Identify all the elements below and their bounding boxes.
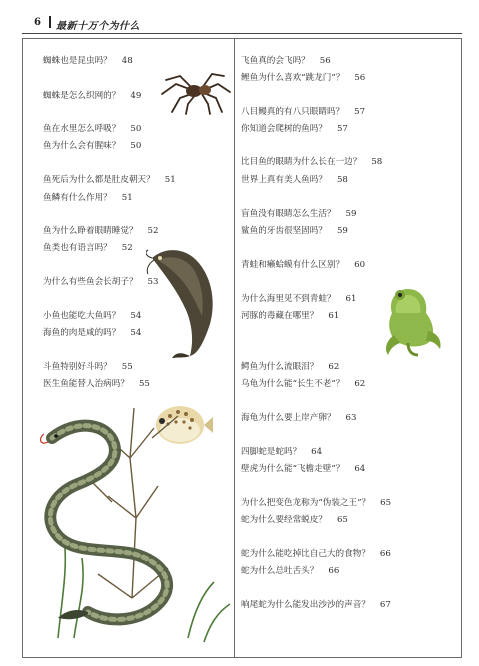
entry-title: 鱼类也有语言吗？ [43, 243, 112, 253]
entry-title: 飞鱼真的会飞吗？ [241, 56, 310, 66]
toc-entry[interactable] [43, 328, 141, 339]
entry-title: 河豚的毒藏在哪里？ [241, 311, 319, 321]
entry-title: 蛇为什么要经常蜕皮？ [241, 515, 327, 525]
entry-page: 61 [345, 294, 357, 304]
entry-page: 61 [328, 311, 340, 321]
entry-title: 为什么海里见不到青蛙？ [241, 294, 336, 304]
book-title: 最新十万个为什么 [56, 21, 140, 32]
toc-entry[interactable] [241, 447, 322, 458]
entry-page: 67 [379, 600, 391, 610]
toc-entry[interactable] [43, 175, 176, 186]
entry-title: 鱼鳞有什么作用？ [43, 193, 112, 203]
toc-entry[interactable] [43, 193, 133, 204]
entry-title: 青蛙和癞蛤蟆有什么区别？ [241, 260, 345, 270]
spider-illustration [158, 66, 234, 116]
entry-page: 54 [130, 328, 142, 338]
toc-entry[interactable] [241, 124, 348, 135]
toc-entry[interactable] [43, 141, 141, 152]
toc-entry[interactable] [241, 498, 391, 509]
entry-title: 蜘蛛是怎么织网的？ [43, 91, 121, 101]
toc-entry[interactable] [241, 175, 348, 186]
toc-entry[interactable] [43, 243, 133, 254]
toc-entry[interactable] [43, 362, 133, 373]
entry-page: 53 [147, 277, 159, 287]
entry-page: 66 [379, 549, 391, 559]
snake-illustration [38, 398, 234, 646]
entry-page: 59 [345, 209, 357, 219]
toc-entry[interactable] [43, 91, 141, 102]
entry-page: 58 [371, 157, 383, 167]
entry-title: 八目鳗真的有八只眼睛吗？ [241, 107, 345, 117]
entry-title: 四脚蛇是蛇吗？ [241, 447, 302, 457]
entry-title: 海龟为什么要上岸产卵？ [241, 413, 336, 423]
entry-title: 海鱼的肉是咸的吗？ [43, 328, 121, 338]
entry-title: 比目鱼的眼睛为什么长在一边？ [241, 157, 362, 167]
entry-page: 57 [336, 124, 348, 134]
entry-page: 50 [130, 124, 142, 134]
entry-page: 48 [121, 56, 133, 66]
entry-page: 65 [336, 515, 348, 525]
entry-title: 鲤鱼为什么喜欢“跳龙门”？ [241, 73, 345, 83]
frog-illustration [378, 283, 446, 357]
toc-entry[interactable] [241, 226, 348, 237]
toc-entry[interactable] [241, 549, 391, 560]
entry-page: 49 [130, 91, 142, 101]
toc-entry[interactable] [43, 56, 133, 67]
toc-entry[interactable] [241, 73, 365, 84]
entry-page: 51 [164, 175, 176, 185]
entry-page: 64 [311, 447, 323, 457]
toc-entry[interactable] [241, 566, 339, 577]
entry-title: 蛇为什么能吃掉比自己大的食物？ [241, 549, 370, 559]
page-number: 6 [34, 17, 41, 28]
entry-title: 乌龟为什么能“长生不老”？ [241, 379, 345, 389]
entry-page: 63 [345, 413, 357, 423]
toc-entry[interactable] [241, 362, 339, 373]
entry-page: 50 [130, 141, 142, 151]
toc-entry[interactable] [43, 379, 150, 390]
entry-title: 鲨鱼的牙齿很坚固吗？ [241, 226, 327, 236]
entry-title: 盲鱼没有眼睛怎么生活？ [241, 209, 336, 219]
toc-entry[interactable] [241, 294, 356, 305]
header-separator [49, 16, 51, 28]
entry-page: 66 [328, 566, 340, 576]
entry-title: 鱼为什么睁着眼睛睡觉？ [43, 226, 138, 236]
toc-entry[interactable] [43, 311, 141, 322]
entry-title: 响尾蛇为什么能发出沙沙的声音？ [241, 600, 370, 610]
toc-entry[interactable] [241, 464, 365, 475]
entry-page: 57 [354, 107, 366, 117]
entry-title: 鱼为什么会有腥味？ [43, 141, 121, 151]
entry-page: 64 [354, 464, 366, 474]
toc-entry[interactable] [241, 56, 331, 67]
entry-title: 蛇为什么总吐舌头？ [241, 566, 319, 576]
entry-title: 斗鱼特别好斗吗？ [43, 362, 112, 372]
header-rule [22, 33, 462, 34]
entry-title: 为什么把变色龙称为“伪装之王”？ [241, 498, 371, 508]
entry-page: 59 [336, 226, 348, 236]
entry-title: 小鱼也能吃大鱼吗？ [43, 311, 121, 321]
page-header [22, 14, 462, 34]
toc-entry[interactable] [43, 226, 158, 237]
entry-title: 世界上真有美人鱼吗？ [241, 175, 327, 185]
catfish-illustration [146, 240, 234, 360]
entry-title: 为什么有些鱼会长胡子？ [43, 277, 138, 287]
entry-page: 65 [380, 498, 392, 508]
entry-page: 62 [354, 379, 366, 389]
entry-page: 62 [328, 362, 340, 372]
entry-page: 55 [121, 362, 133, 372]
toc-entry[interactable] [241, 311, 339, 322]
entry-page: 51 [121, 193, 133, 203]
entry-title: 你知道会爬树的鱼吗？ [241, 124, 327, 134]
entry-page: 60 [354, 260, 366, 270]
entry-page: 56 [354, 73, 366, 83]
entry-page: 54 [130, 311, 142, 321]
toc-entry[interactable] [241, 600, 391, 611]
toc-entry[interactable] [241, 379, 365, 390]
toc-entry[interactable] [241, 107, 365, 118]
entry-page: 55 [138, 379, 150, 389]
entry-page: 58 [336, 175, 348, 185]
entry-title: 壁虎为什么能“飞檐走壁”？ [241, 464, 345, 474]
entry-title: 鱼在水里怎么呼吸？ [43, 124, 121, 134]
entry-page: 56 [319, 56, 331, 66]
toc-entry[interactable] [241, 157, 382, 168]
entry-title: 蜘蛛也是昆虫吗？ [43, 56, 112, 66]
toc-entry[interactable] [241, 209, 356, 220]
entry-title: 医生鱼能替人治病吗？ [43, 379, 129, 389]
column-divider [234, 38, 235, 658]
toc-entry[interactable] [43, 124, 141, 135]
entry-title: 鳄鱼为什么流眼泪？ [241, 362, 319, 372]
entry-page: 52 [121, 243, 133, 253]
toc-entry[interactable] [241, 260, 365, 271]
toc-entry[interactable] [241, 413, 356, 424]
entry-page: 52 [147, 226, 159, 236]
toc-entry[interactable] [43, 277, 158, 288]
toc-entry[interactable] [241, 515, 348, 526]
entry-title: 鱼死后为什么都是肚皮朝天？ [43, 175, 155, 185]
